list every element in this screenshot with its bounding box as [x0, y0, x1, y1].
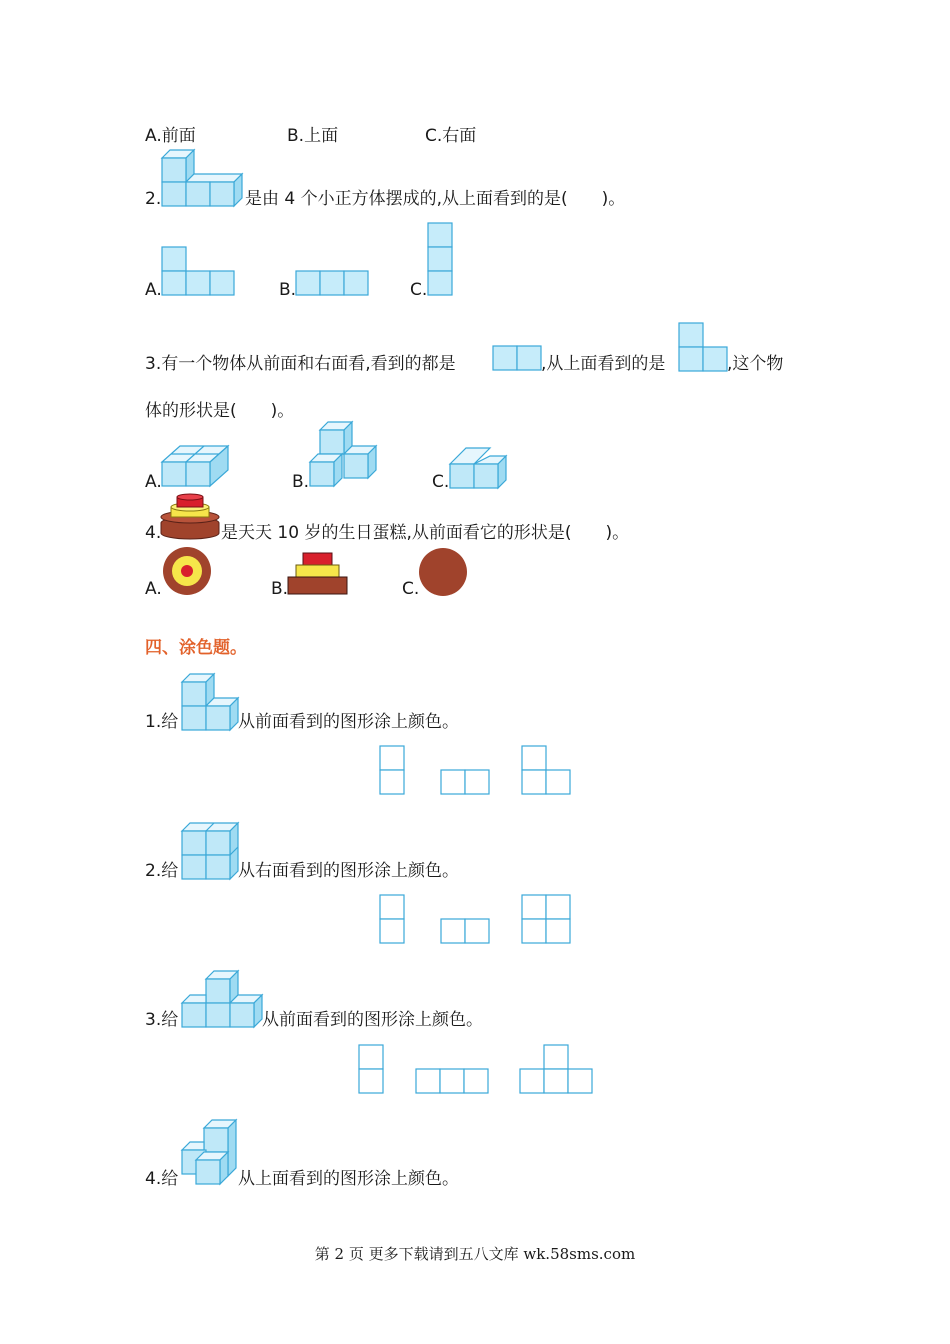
q3-option-a-shape: [160, 444, 232, 492]
q2-option-b: B.: [279, 280, 297, 300]
q2-number: 2.: [145, 189, 162, 209]
q3-option-c: C.: [432, 472, 450, 492]
item2-choice-2[interactable]: [440, 918, 492, 946]
cake-front-view-icon: [287, 552, 349, 596]
q3-text-line2: 体的形状是( )。: [145, 401, 295, 421]
q2-option-b-shape: [295, 270, 371, 298]
q3-text-mid: ,从上面看到的是: [541, 354, 666, 374]
q4-text: 是天天 10 岁的生日蛋糕,从前面看它的形状是( )。: [221, 523, 630, 543]
q3-text-end: ,这个物: [727, 354, 784, 374]
q2-option-a: A.: [145, 280, 162, 300]
q4-option-b: B.: [271, 579, 289, 599]
coloring-item-4-prefix: 4.给: [145, 1169, 179, 1189]
section-title: 四、涂色题。: [145, 638, 247, 658]
coloring-item-2-text: 从右面看到的图形涂上颜色。: [238, 861, 459, 881]
page-footer: 第 2 页 更多下载请到五八文库 wk.58sms.com: [314, 1245, 636, 1263]
item2-choice-1[interactable]: [379, 894, 407, 946]
item2-cube-figure: [180, 821, 240, 881]
q2-option-c: C.: [410, 280, 428, 300]
coloring-item-4-text: 从上面看到的图形涂上颜色。: [238, 1169, 459, 1189]
q3-top-view-shape: [678, 322, 730, 374]
q3-text-start: 3.有一个物体从前面和右面看,看到的都是: [145, 354, 456, 374]
q3-option-b: B.: [292, 472, 310, 492]
q2-text: 是由 4 个小正方体摆成的,从上面看到的是( )。: [245, 189, 626, 209]
q4-option-a: A.: [145, 579, 162, 599]
q3-option-a: A.: [145, 472, 162, 492]
q4-option-c: C.: [402, 579, 420, 599]
item4-cube-figure: [180, 1118, 244, 1188]
coloring-item-3-prefix: 3.给: [145, 1010, 179, 1030]
item3-choice-2[interactable]: [415, 1068, 491, 1096]
item2-choice-3[interactable]: [521, 894, 573, 946]
q1-option-a: A.前面: [145, 126, 196, 146]
cake-icon: [160, 493, 222, 543]
item1-choice-2[interactable]: [440, 769, 492, 797]
coloring-item-3-text: 从前面看到的图形涂上颜色。: [262, 1010, 483, 1030]
item1-choice-1[interactable]: [379, 745, 407, 797]
q2-option-c-shape: [427, 222, 455, 298]
q4-number: 4.: [145, 523, 162, 543]
q1-option-b: B.上面: [287, 126, 339, 146]
cake-circle-icon: [418, 547, 470, 597]
q1-option-c: C.右面: [425, 126, 477, 146]
item3-choice-1[interactable]: [358, 1044, 386, 1096]
coloring-item-2-prefix: 2.给: [145, 861, 179, 881]
item3-choice-3[interactable]: [519, 1044, 595, 1096]
item3-cube-figure: [180, 969, 264, 1029]
q2-cube-figure: [160, 148, 244, 208]
item1-cube-figure: [180, 672, 240, 732]
q3-option-c-shape: [448, 446, 512, 492]
q3-front-view-shape: [492, 345, 544, 373]
cake-top-view-icon: [162, 546, 212, 596]
coloring-item-1-text: 从前面看到的图形涂上颜色。: [238, 712, 459, 732]
coloring-item-1-prefix: 1.给: [145, 712, 179, 732]
q3-option-b-shape: [308, 420, 380, 492]
q2-option-a-shape: [161, 246, 237, 298]
item1-choice-3[interactable]: [521, 745, 573, 797]
